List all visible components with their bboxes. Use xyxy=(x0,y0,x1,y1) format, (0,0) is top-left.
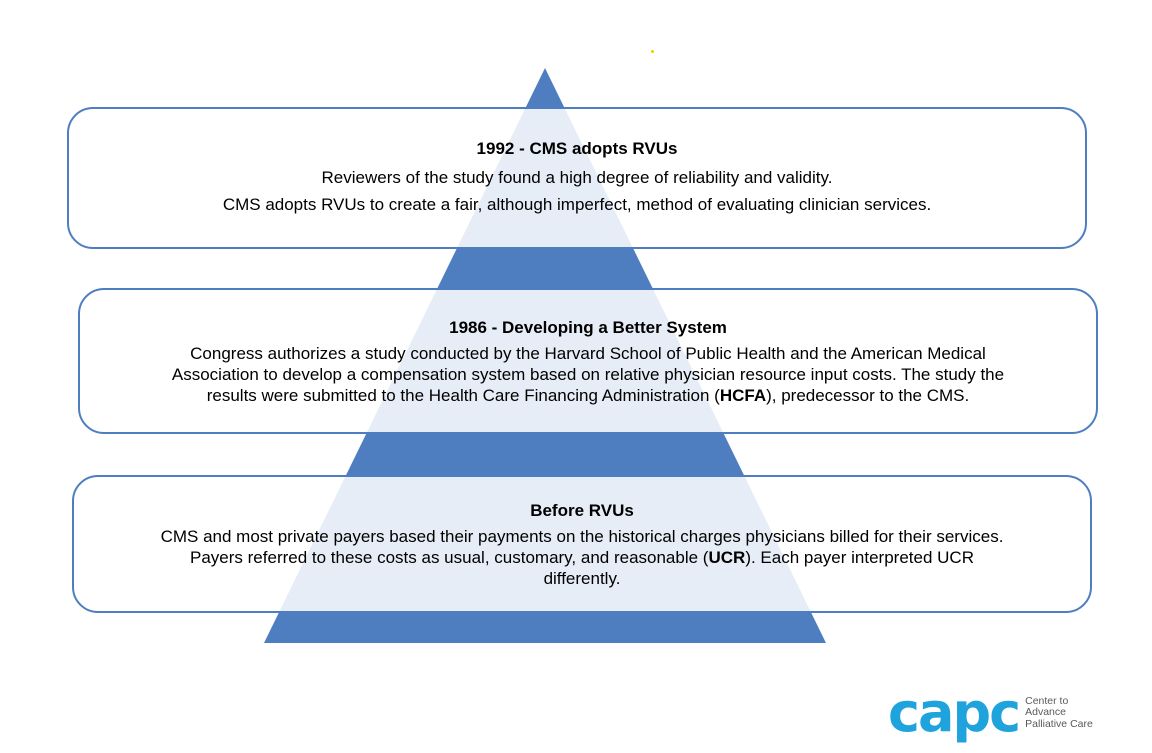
capc-logo xyxy=(888,681,1093,744)
level-before-rvus-box xyxy=(72,475,1092,613)
level-before-line-1: CMS and most private payers based their payments on the historical charges physicians billed for their services. xyxy=(160,526,1004,546)
level-before-line-3: differently. xyxy=(543,568,621,588)
level-1986-line-1: Congress authorizes a study conducted by the Harvard School of Public Health and the American Medical xyxy=(190,343,986,363)
level-1986-box xyxy=(78,288,1098,434)
level-before-rvus-text xyxy=(161,526,1004,589)
level-1992-line-2: CMS adopts RVUs to create a fair, although imperfect, method of evaluating clinician services. xyxy=(222,195,932,214)
level-1986-title: 1986 - Developing a Better System xyxy=(449,317,727,337)
capc-logo-line-3: Palliative Care xyxy=(1025,717,1093,730)
level-1986-text xyxy=(172,343,1004,406)
yellow-dot xyxy=(651,50,654,53)
capc-logo-wordmark: capc xyxy=(888,681,1020,744)
capc-logo-line-2: Advance xyxy=(1025,706,1066,719)
capc-logo-line-1: Center to xyxy=(1025,694,1069,707)
level-before-line-2-end: ). Each payer interpreted UCR xyxy=(745,547,974,567)
ucr-abbreviation: UCR xyxy=(708,547,746,567)
level-1992-text xyxy=(223,164,931,218)
level-1986-line-3-end: ), predecessor to the CMS. xyxy=(766,385,970,405)
level-1992-title: 1992 - CMS adopts RVUs xyxy=(476,139,678,158)
hcfa-abbreviation: HCFA xyxy=(719,385,767,405)
capc-logo-tagline xyxy=(1025,696,1093,731)
level-1992-box xyxy=(67,107,1087,249)
level-before-rvus-title: Before RVUs xyxy=(530,500,634,520)
level-1992-line-1: Reviewers of the study found a high degree of reliability and validity. xyxy=(321,168,833,187)
level-1986-line-2: Association to develop a compensation system based on relative physician resource input costs. The study the xyxy=(171,364,1005,384)
level-1986-line-3: results were submitted to the Health Care Financing Administration ( xyxy=(206,385,720,405)
level-before-line-2: Payers referred to these costs as usual, customary, and reasonable ( xyxy=(190,547,709,567)
